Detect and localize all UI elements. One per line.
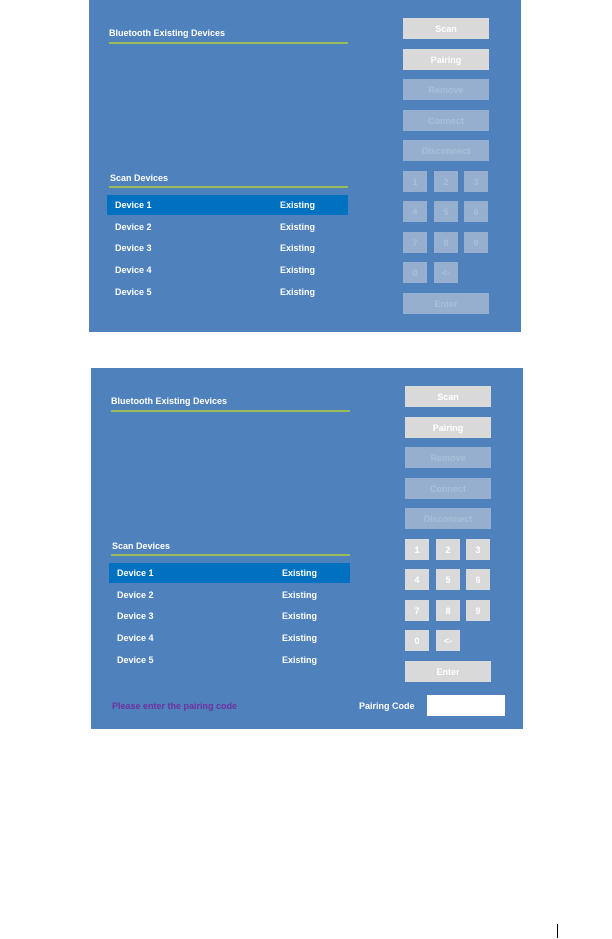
device-status: Existing [280, 287, 316, 297]
device-name: Device 5 [117, 655, 154, 665]
existing-devices-divider [109, 42, 348, 44]
pairing-code-label: Pairing Code [359, 701, 415, 711]
device-status: Existing [280, 265, 316, 275]
device-status: Existing [282, 655, 318, 665]
device-name: Device 4 [115, 265, 152, 275]
keypad-key-5[interactable]: 5 [436, 569, 460, 590]
keypad-backspace-button[interactable]: <- [436, 630, 460, 651]
keypad-key-7[interactable]: 7 [403, 232, 427, 253]
device-name: Device 4 [117, 633, 154, 643]
bluetooth-screen-pairing [91, 368, 523, 729]
device-status: Existing [280, 200, 316, 210]
keypad-key-5[interactable]: 5 [434, 201, 458, 222]
keypad-key-2[interactable]: 2 [436, 539, 460, 560]
scan-button[interactable]: Scan [403, 18, 489, 39]
keypad-key-6[interactable]: 6 [466, 569, 490, 590]
keypad-key-7[interactable]: 7 [405, 600, 429, 621]
device-name: Device 2 [115, 222, 152, 232]
device-row[interactable] [107, 260, 348, 280]
keypad-key-3[interactable]: 3 [466, 539, 490, 560]
device-status: Existing [280, 243, 316, 253]
device-status: Existing [282, 568, 318, 578]
keypad-key-9[interactable]: 9 [466, 600, 490, 621]
keypad-key-1[interactable]: 1 [403, 171, 427, 192]
device-row[interactable] [107, 282, 348, 302]
keypad-key-0[interactable]: 0 [403, 262, 427, 283]
device-status: Existing [282, 590, 318, 600]
pairing-button[interactable]: Pairing [405, 417, 491, 438]
device-status: Existing [282, 611, 318, 621]
device-row[interactable] [107, 238, 348, 258]
device-status: Existing [282, 633, 318, 643]
page-margin-marker [557, 924, 558, 938]
device-row[interactable] [109, 585, 350, 605]
device-row[interactable] [107, 217, 348, 237]
device-row[interactable] [107, 195, 348, 215]
device-name: Device 3 [115, 243, 152, 253]
keypad-backspace-button[interactable]: <- [434, 262, 458, 283]
scan-button[interactable]: Scan [405, 386, 491, 407]
keypad-key-4[interactable]: 4 [405, 569, 429, 590]
enter-button[interactable]: Enter [405, 661, 491, 682]
scan-devices-title: Scan Devices [112, 541, 171, 551]
remove-button[interactable]: Remove [403, 79, 489, 100]
device-row[interactable] [109, 650, 350, 670]
device-row[interactable] [109, 563, 350, 583]
keypad-key-0[interactable]: 0 [405, 630, 429, 651]
remove-button[interactable]: Remove [405, 447, 491, 468]
keypad-key-2[interactable]: 2 [434, 171, 458, 192]
device-name: Device 1 [117, 568, 154, 578]
keypad-key-8[interactable]: 8 [434, 232, 458, 253]
scan-devices-divider [109, 186, 348, 188]
device-name: Device 3 [117, 611, 154, 621]
existing-devices-title: Bluetooth Existing Devices [109, 28, 226, 38]
scan-devices-title: Scan Devices [110, 173, 169, 183]
existing-devices-title: Bluetooth Existing Devices [111, 396, 228, 406]
connect-button[interactable]: Connect [403, 110, 489, 131]
existing-devices-divider [111, 410, 350, 412]
device-name: Device 1 [115, 200, 152, 210]
disconnect-button[interactable]: Disconnect [405, 508, 491, 529]
scan-devices-divider [111, 554, 350, 556]
pairing-prompt: Please enter the pairing code [112, 701, 238, 711]
keypad-key-8[interactable]: 8 [436, 600, 460, 621]
keypad-key-4[interactable]: 4 [403, 201, 427, 222]
device-name: Device 2 [117, 590, 154, 600]
pairing-button[interactable]: Pairing [403, 49, 489, 70]
device-name: Device 5 [115, 287, 152, 297]
disconnect-button[interactable]: Disconnect [403, 140, 489, 161]
device-row[interactable] [109, 606, 350, 626]
keypad-key-6[interactable]: 6 [464, 201, 488, 222]
device-row[interactable] [109, 628, 350, 648]
keypad-key-3[interactable]: 3 [464, 171, 488, 192]
bluetooth-screen-initial [89, 0, 521, 332]
connect-button[interactable]: Connect [405, 478, 491, 499]
enter-button[interactable]: Enter [403, 293, 489, 314]
keypad-key-1[interactable]: 1 [405, 539, 429, 560]
keypad-key-9[interactable]: 9 [464, 232, 488, 253]
pairing-code-input[interactable] [427, 695, 505, 716]
device-status: Existing [280, 222, 316, 232]
